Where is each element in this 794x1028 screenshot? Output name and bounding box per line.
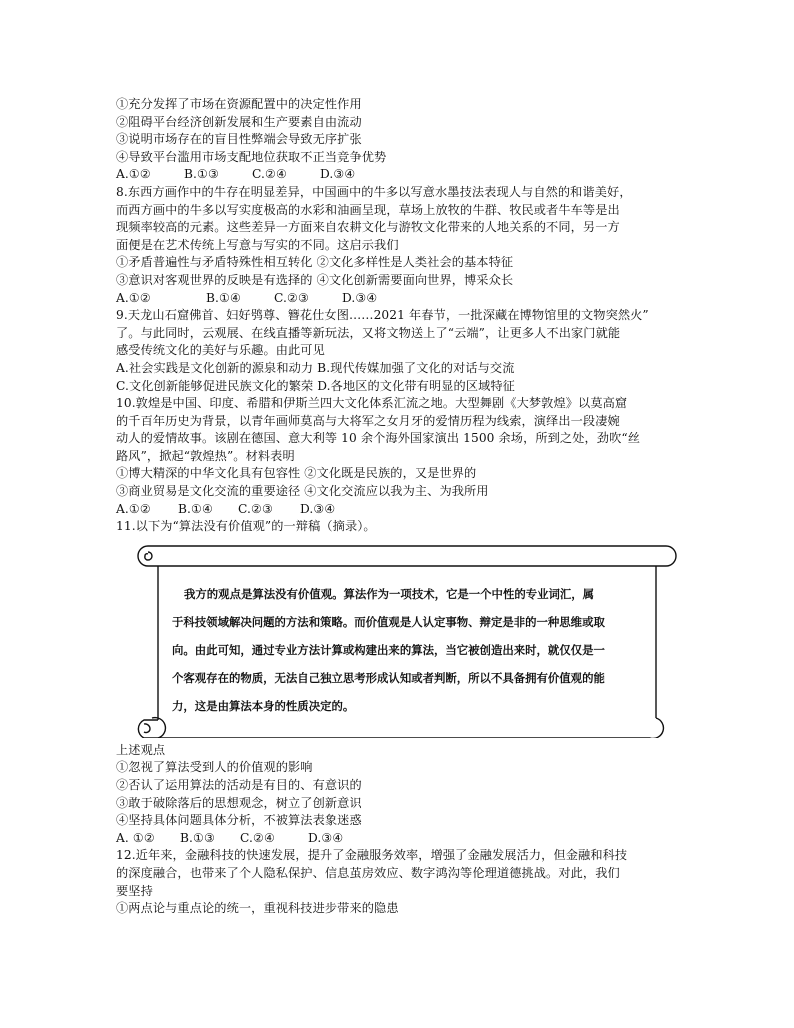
answer-choices bbox=[116, 501, 686, 519]
choice-d: D.③④ bbox=[320, 167, 356, 182]
option-line: ②否认了运用算法的活动是有目的、有意识的 bbox=[116, 778, 362, 793]
question-stem-line: 9.天龙山石窟佛首、妇好鸮尊、簪花仕女图……2021 年春节，一批深藏在博物馆里的文物突然火” bbox=[116, 308, 649, 323]
option-line: ②阻碍平台经济创新发展和生产要素自由流动 bbox=[116, 114, 362, 129]
choice-d: D.③④ bbox=[342, 290, 378, 305]
answer-choices bbox=[116, 166, 686, 184]
question-stem-line: 的深度融合，也带来了个人隐私保护、信息茧房效应、数字鸿沟等伦理道德挑战。对此，我们 bbox=[116, 866, 620, 880]
question-10 bbox=[116, 395, 686, 518]
answer-choices bbox=[116, 830, 686, 848]
debate-scroll bbox=[126, 542, 680, 738]
option-line: ④导致平台滥用市场支配地位获取不正当竞争优势 bbox=[116, 149, 387, 164]
choice-c: C.②③ bbox=[274, 290, 310, 305]
option-line: A.社会实践是文化创新的源泉和动力 B.现代传媒加强了文化的对话与交流 bbox=[116, 360, 515, 375]
option-line: ①矛盾普遍性与矛盾特殊性相互转化 ②文化多样性是人类社会的基本特征 bbox=[116, 255, 514, 270]
choice-c: C.②④ bbox=[252, 167, 288, 182]
question-12 bbox=[116, 847, 686, 917]
question-7-options bbox=[116, 96, 686, 184]
option-line: ①忽视了算法受到人的价值观的影响 bbox=[116, 760, 313, 775]
option-line: ③意识对客观世界的反映是有选择的 ④文化创新需要面向世界，博采众长 bbox=[116, 272, 514, 287]
scroll-line: 于科技领域解决问题的方法和策略。而价值观是人认定事物、辩定是非的一种思维或取 bbox=[172, 614, 605, 629]
choice-a: A.①② bbox=[116, 290, 151, 305]
question-stem-line: 的千百年历史为背景，以青年画师莫高与大将军之女月牙的爱情历程为线索，演绎出一段凄婉 bbox=[116, 413, 620, 428]
option-line: ③敢于破除落后的思想观念，树立了创新意识 bbox=[116, 795, 362, 810]
option-line: ④坚持具体问题具体分析，不被算法表象迷惑 bbox=[116, 813, 362, 828]
option-line: ③商业贸易是文化交流的重要途径 ④文化交流应以我为主、为我所用 bbox=[116, 484, 489, 499]
choice-b: B.①③ bbox=[184, 167, 220, 182]
question-9 bbox=[116, 307, 686, 395]
scroll-text bbox=[172, 580, 642, 720]
option-line: ①两点论与重点论的统一，重视科技进步带来的隐患 bbox=[116, 901, 399, 916]
question-stem-line: 上述观点 bbox=[116, 742, 166, 757]
choice-b: B.①④ bbox=[178, 501, 214, 516]
question-stem-line: 而西方画中的牛多以写实度极高的水彩和油画呈现，草场上放牧的牛群、牧民或者牛车等是出 bbox=[116, 202, 620, 217]
question-stem-line: 面便是在艺术传统上写意与写实的不同。这启示我们 bbox=[116, 237, 399, 252]
answer-choices bbox=[116, 290, 686, 308]
choice-b: B.①④ bbox=[206, 290, 242, 305]
choice-d: D.③④ bbox=[300, 501, 336, 516]
question-stem-line: 路风”，掀起“敦煌热”。材料表明 bbox=[116, 448, 295, 463]
question-stem-line: 12.近年来，金融科技的快速发展，提升了金融服务效率，增强了金融发展活力，但金融和科技 bbox=[116, 848, 628, 863]
choice-a: A. ①② bbox=[116, 830, 155, 845]
scroll-line: 个客观存在的物质，无法自己独立思考形成认知或者判断，所以不具备拥有价值观的能 bbox=[172, 670, 605, 685]
scroll-line: 我方的观点是算法没有价值观。算法作为一项技术，它是一个中性的专业词汇，属 bbox=[184, 586, 595, 601]
question-stem-line: 现频率较高的元素。这些差异一方面来自农耕文化与游牧文化带来的人地关系的不同，另一方 bbox=[116, 220, 620, 235]
exam-page bbox=[116, 96, 686, 918]
question-stem-line: 8.东西方画作中的牛存在明显差异，中国画中的牛多以写意水墨技法表现人与自然的和谐美好， bbox=[116, 184, 632, 199]
question-11 bbox=[116, 518, 686, 847]
choice-b: B.①③ bbox=[180, 830, 216, 845]
scroll-line: 向。由此可知，通过专业方法计算或构建出来的算法，当它被创造出来时，就仅仅是一 bbox=[172, 642, 605, 657]
option-line: ①充分发挥了市场在资源配置中的决定性作用 bbox=[116, 97, 362, 111]
question-stem-line: 10.敦煌是中国、印度、希腊和伊斯兰四大文化体系汇流之地。大型舞剧《大梦敦煌》以莫高窟 bbox=[116, 396, 628, 411]
choice-a: A.①② bbox=[116, 501, 151, 516]
question-stem-line: 了。与此同时，云观展、在线直播等新玩法，又将文物送上了“云端”，让更多人不出家门就能 bbox=[116, 325, 621, 340]
option-line: ③说明市场存在的盲目性弊端会导致无序扩张 bbox=[116, 132, 362, 147]
scroll-line: 力，这是由算法本身的性质决定的。 bbox=[172, 698, 355, 713]
question-stem-line: 要坚持 bbox=[116, 883, 153, 898]
question-8 bbox=[116, 184, 686, 307]
choice-d: D.③④ bbox=[308, 830, 344, 845]
option-line: ①博大精深的中华文化具有包容性 ②文化既是民族的，又是世界的 bbox=[116, 466, 477, 481]
question-stem-line: 11.以下为“算法没有价值观”的一辩稿（摘录）。 bbox=[116, 519, 376, 534]
choice-c: C.②③ bbox=[238, 501, 274, 516]
choice-a: A.①② bbox=[116, 167, 151, 182]
choice-c: C.②④ bbox=[240, 830, 276, 845]
question-stem-line: 动人的爱情故事。该剧在德国、意大利等 10 余个海外国家演出 1500 余场，所到之处，劲吹“丝 bbox=[116, 431, 640, 446]
question-stem-line: 感受传统文化的美好与乐趣。由此可见 bbox=[116, 343, 325, 358]
option-line: C.文化创新能够促进民族文化的繁荣 D.各地区的文化带有明显的区域特征 bbox=[116, 378, 515, 393]
